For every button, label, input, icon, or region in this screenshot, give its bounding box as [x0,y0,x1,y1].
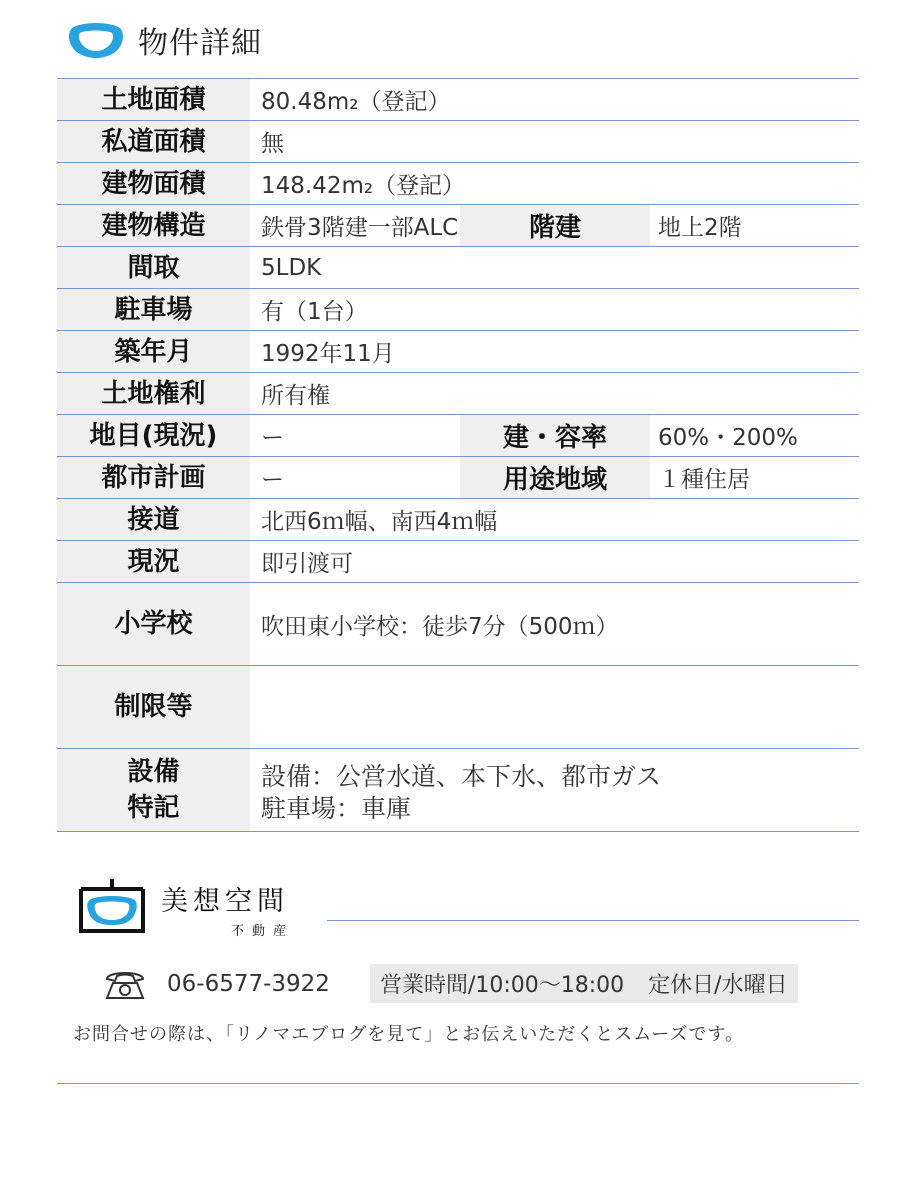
row-value-secondary: 地上2階 [658,215,742,241]
table-row [57,541,859,583]
inquiry-note: お問合せの際は、「リノマエブログを見て」とお伝えいただくとスムーズです。 [73,1024,745,1045]
row-value [250,666,859,748]
page-header [66,18,262,62]
row-value: 80.48m₂（登記） [261,89,451,115]
table-row [57,583,859,666]
divider [327,920,859,921]
contact-info [103,964,798,1003]
row-label: 土地権利 [57,373,250,414]
row-label: 築年月 [57,331,250,372]
row-label: 駐車場 [57,289,250,330]
table-row [57,415,859,457]
table-row [57,373,859,415]
row-label: 都市計画 [57,457,250,498]
row-value [250,749,859,831]
row-value: 無 [261,131,284,157]
page-title: 物件詳細 [138,26,262,61]
closed-days: 定休日/水曜日 [648,973,788,998]
row-label [57,749,250,831]
row-value-line: 駐車場：車庫 [261,794,412,823]
row-label: 地目(現況) [57,415,250,456]
table-row [57,163,859,205]
row-value: 1992年11月 [261,341,395,367]
table-row [57,499,859,541]
row-label-line: 特記 [127,793,180,823]
table-row [57,331,859,373]
table-row [57,666,859,749]
row-label: 現況 [57,541,250,582]
company-block [77,877,294,939]
phone-number: 06-6577-3922 [167,970,330,997]
table-row [57,289,859,331]
company-subtitle: 不動産 [231,924,295,939]
table-row [57,247,859,289]
row-label: 接道 [57,499,250,540]
row-value: 有（1台） [261,299,368,325]
row-label: 建物面積 [57,163,250,204]
opening-hours: 営業時間/10:00〜18:00 [379,973,625,998]
row-value: 鉄骨3階建一部ALC [261,215,459,241]
row-label: 私道面積 [57,121,250,162]
row-label-secondary: 階建 [460,205,650,246]
company-text [161,877,294,939]
row-value: 148.42m₂（登記） [261,173,466,199]
property-table [57,78,859,832]
row-value-line: 設備：公営水道、本下水、都市ガス [261,762,662,791]
table-row [57,121,859,163]
telephone-icon [103,967,147,1001]
row-value: ー [261,467,284,493]
row-label: 制限等 [57,666,250,748]
row-label: 土地面積 [57,79,250,120]
row-label: 間取 [57,247,250,288]
row-value: 所有権 [261,383,330,409]
table-row [57,205,859,247]
row-value-secondary: １種住居 [658,467,750,493]
table-row [57,79,859,121]
row-value: 5LDK [261,254,322,281]
table-row [57,457,859,499]
row-value: 吹田東小学校：徒歩7分（500ｍ） [261,613,619,640]
bisou-kukan-logo-icon [77,877,147,933]
row-value: 北西6ｍ幅、南西4ｍ幅 [261,509,498,535]
row-value: 即引渡可 [261,551,353,577]
row-label-secondary: 用途地域 [460,457,650,498]
company-name: 美想空間 [161,886,289,917]
row-label-line: 設備 [127,757,180,787]
divider [57,1083,859,1084]
row-label: 建物構造 [57,205,250,246]
table-row [57,749,859,832]
row-label-secondary: 建・容率 [460,415,650,456]
row-value: ー [261,425,284,451]
row-label: 小学校 [57,583,250,665]
business-hours [370,964,798,1003]
blue-bean-logo-icon [66,20,126,60]
row-value-secondary: 60%・200% [658,425,798,451]
